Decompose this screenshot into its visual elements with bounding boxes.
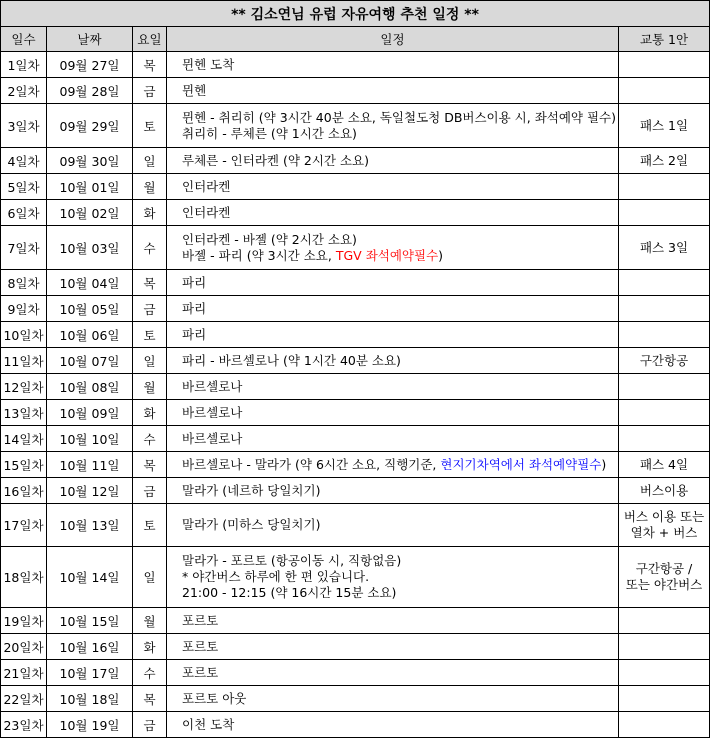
table-row [1, 200, 710, 226]
cell-date: 09월 30일 [47, 148, 133, 174]
cell-day: 8일차 [1, 270, 47, 296]
cell-date: 10월 15일 [47, 608, 133, 634]
cell-plan [167, 296, 619, 322]
cell-transport [619, 52, 710, 78]
cell-day: 9일차 [1, 296, 47, 322]
cell-transport [619, 608, 710, 634]
cell-weekday: 수 [133, 660, 167, 686]
plan-line: 말라가 - 포르토 (항공이동 시, 직항없음) [182, 553, 402, 568]
cell-day: 18일차 [1, 547, 47, 608]
cell-day: 6일차 [1, 200, 47, 226]
cell-transport [619, 426, 710, 452]
cell-plan [167, 686, 619, 712]
cell-plan [167, 504, 619, 547]
cell-weekday: 화 [133, 200, 167, 226]
table-row [1, 400, 710, 426]
cell-transport [619, 78, 710, 104]
cell-transport [619, 322, 710, 348]
cell-date: 10월 19일 [47, 712, 133, 738]
table-row [1, 426, 710, 452]
cell-plan [167, 452, 619, 478]
cell-weekday: 일 [133, 148, 167, 174]
plan-line: 뮌헨 도착 [182, 56, 235, 72]
cell-weekday: 수 [133, 226, 167, 270]
cell-plan [167, 200, 619, 226]
transport-line: 구간항공 / [635, 561, 693, 576]
cell-day: 19일차 [1, 608, 47, 634]
cell-plan [167, 322, 619, 348]
cell-plan [167, 478, 619, 504]
cell-date: 10월 01일 [47, 174, 133, 200]
plan-highlight: TGV 좌석예약필수 [335, 247, 439, 263]
table-row [1, 270, 710, 296]
plan-line: 인터라켄 - 바젤 (약 2시간 소요) [182, 231, 357, 247]
header-plan: 일정 [167, 27, 619, 52]
table-row [1, 374, 710, 400]
plan-line: 21:00 - 12:15 (약 16시간 15분 소요) [182, 585, 397, 600]
table-title: ** 김소연님 유럽 자유여행 추천 일정 ** [1, 1, 710, 27]
cell-day: 15일차 [1, 452, 47, 478]
cell-plan [167, 660, 619, 686]
cell-transport [619, 270, 710, 296]
table-row [1, 634, 710, 660]
cell-transport [619, 478, 710, 504]
cell-day: 10일차 [1, 322, 47, 348]
cell-transport [619, 296, 710, 322]
cell-date: 10월 11일 [47, 452, 133, 478]
cell-transport [619, 400, 710, 426]
cell-date: 10월 14일 [47, 547, 133, 608]
plan-line: 포르토 [182, 612, 219, 628]
transport-line: 구간항공 [639, 352, 689, 368]
plan-line: 파리 [182, 326, 207, 342]
table-row [1, 174, 710, 200]
header-transport: 교통 1안 [619, 27, 710, 52]
cell-date: 10월 12일 [47, 478, 133, 504]
cell-plan [167, 104, 619, 148]
plan-line: 인터라켄 [182, 204, 231, 220]
cell-date: 09월 28일 [47, 78, 133, 104]
plan-highlight: 현지기차역에서 좌석예약필수 [440, 456, 602, 472]
cell-day: 22일차 [1, 686, 47, 712]
table-row [1, 52, 710, 78]
transport-line: 버스 이용 또는 [623, 509, 705, 524]
transport-line: 패스 1일 [639, 117, 689, 133]
cell-weekday: 목 [133, 52, 167, 78]
table-row [1, 547, 710, 608]
plan-line: 이천 도착 [182, 716, 235, 732]
plan-line: 바르셀로나 [182, 378, 243, 394]
cell-day: 5일차 [1, 174, 47, 200]
cell-transport [619, 504, 710, 547]
cell-date: 10월 03일 [47, 226, 133, 270]
cell-weekday: 월 [133, 374, 167, 400]
cell-plan [167, 174, 619, 200]
cell-date: 10월 07일 [47, 348, 133, 374]
header-day: 일수 [1, 27, 47, 52]
cell-date: 10월 02일 [47, 200, 133, 226]
cell-date: 10월 10일 [47, 426, 133, 452]
cell-day: 17일차 [1, 504, 47, 547]
cell-plan [167, 52, 619, 78]
plan-line: 루체른 - 인터라켄 (약 2시간 소요) [182, 152, 369, 168]
cell-weekday: 화 [133, 400, 167, 426]
cell-date: 10월 17일 [47, 660, 133, 686]
plan-line: 말라가 (미하스 당일치기) [182, 517, 321, 532]
cell-weekday: 토 [133, 322, 167, 348]
plan-line: 뮌헨 [182, 82, 207, 98]
cell-plan [167, 226, 619, 270]
cell-weekday: 목 [133, 686, 167, 712]
cell-plan [167, 78, 619, 104]
itinerary-body [1, 52, 710, 738]
cell-plan [167, 712, 619, 738]
cell-date: 09월 29일 [47, 104, 133, 148]
cell-plan [167, 608, 619, 634]
transport-line: 패스 3일 [639, 239, 689, 255]
cell-transport [619, 452, 710, 478]
cell-weekday: 화 [133, 634, 167, 660]
table-row [1, 296, 710, 322]
cell-plan [167, 348, 619, 374]
plan-line: 파리 [182, 274, 207, 290]
cell-plan [167, 270, 619, 296]
cell-plan [167, 547, 619, 608]
cell-date: 10월 16일 [47, 634, 133, 660]
cell-plan [167, 426, 619, 452]
cell-date: 10월 18일 [47, 686, 133, 712]
table-row [1, 686, 710, 712]
cell-plan [167, 634, 619, 660]
cell-transport [619, 148, 710, 174]
cell-day: 7일차 [1, 226, 47, 270]
table-row [1, 348, 710, 374]
cell-weekday: 금 [133, 712, 167, 738]
cell-weekday: 토 [133, 504, 167, 547]
cell-transport [619, 712, 710, 738]
table-row [1, 322, 710, 348]
cell-transport [619, 634, 710, 660]
cell-weekday: 수 [133, 426, 167, 452]
table-row [1, 226, 710, 270]
cell-weekday: 금 [133, 78, 167, 104]
plan-line: 포르토 [182, 638, 219, 654]
cell-weekday: 금 [133, 296, 167, 322]
cell-date: 10월 06일 [47, 322, 133, 348]
cell-day: 2일차 [1, 78, 47, 104]
cell-date: 10월 13일 [47, 504, 133, 547]
cell-transport [619, 348, 710, 374]
cell-date: 10월 08일 [47, 374, 133, 400]
cell-plan [167, 374, 619, 400]
cell-date: 09월 27일 [47, 52, 133, 78]
plan-line: 파리 - 바르셀로나 (약 1시간 40분 소요) [182, 352, 401, 368]
cell-transport [619, 174, 710, 200]
cell-day: 21일차 [1, 660, 47, 686]
cell-day: 16일차 [1, 478, 47, 504]
table-row [1, 660, 710, 686]
cell-plan [167, 148, 619, 174]
cell-weekday: 목 [133, 270, 167, 296]
cell-day: 23일차 [1, 712, 47, 738]
table-row [1, 712, 710, 738]
table-row [1, 478, 710, 504]
transport-line: 패스 2일 [639, 152, 689, 168]
transport-line: 버스이용 [639, 482, 689, 498]
cell-plan [167, 400, 619, 426]
plan-line: 포르토 아웃 [182, 690, 247, 706]
cell-transport [619, 104, 710, 148]
cell-transport [619, 547, 710, 608]
cell-date: 10월 05일 [47, 296, 133, 322]
plan-line: 포르토 [182, 664, 219, 680]
cell-day: 11일차 [1, 348, 47, 374]
cell-date: 10월 09일 [47, 400, 133, 426]
cell-weekday: 월 [133, 608, 167, 634]
plan-line: 바르셀로나 [182, 430, 243, 446]
cell-day: 13일차 [1, 400, 47, 426]
plan-line: 인터라켄 [182, 178, 231, 194]
plan-line: 취리히 - 루체른 (약 1시간 소요) [182, 125, 357, 141]
plan-line: 바르셀로나 [182, 404, 243, 420]
cell-transport [619, 200, 710, 226]
cell-weekday: 일 [133, 547, 167, 608]
header-row [1, 27, 710, 52]
cell-weekday: 월 [133, 174, 167, 200]
header-weekday: 요일 [133, 27, 167, 52]
cell-day: 20일차 [1, 634, 47, 660]
cell-day: 14일차 [1, 426, 47, 452]
cell-transport [619, 660, 710, 686]
table-row [1, 504, 710, 547]
table-row [1, 452, 710, 478]
cell-day: 12일차 [1, 374, 47, 400]
cell-weekday: 목 [133, 452, 167, 478]
plan-line: 바젤 - 파리 (약 3시간 소요, TGV 좌석예약필수) [182, 247, 444, 263]
plan-line: 말라가 (네르하 당일치기) [182, 482, 321, 498]
cell-transport [619, 374, 710, 400]
cell-transport [619, 226, 710, 270]
plan-line: 파리 [182, 300, 207, 316]
plan-line: * 야간버스 하루에 한 편 있습니다. [182, 569, 370, 584]
table-row [1, 148, 710, 174]
transport-line: 패스 4일 [639, 456, 689, 472]
transport-line: 열차 + 버스 [630, 525, 698, 540]
transport-line: 또는 야간버스 [625, 577, 703, 592]
header-date: 날짜 [47, 27, 133, 52]
cell-weekday: 금 [133, 478, 167, 504]
table-row [1, 104, 710, 148]
table-row [1, 78, 710, 104]
plan-line: 뮌헨 - 취리히 (약 3시간 40분 소요, 독일철도청 DB버스이용 시, 좌석예약 필수) [182, 109, 617, 125]
cell-weekday: 토 [133, 104, 167, 148]
cell-day: 1일차 [1, 52, 47, 78]
plan-line: 바르셀로나 - 말라가 (약 6시간 소요, 직행기준, 현지기차역에서 좌석예약필수) [182, 456, 607, 472]
cell-day: 4일차 [1, 148, 47, 174]
cell-date: 10월 04일 [47, 270, 133, 296]
table-row [1, 608, 710, 634]
cell-transport [619, 686, 710, 712]
cell-day: 3일차 [1, 104, 47, 148]
cell-weekday: 일 [133, 348, 167, 374]
